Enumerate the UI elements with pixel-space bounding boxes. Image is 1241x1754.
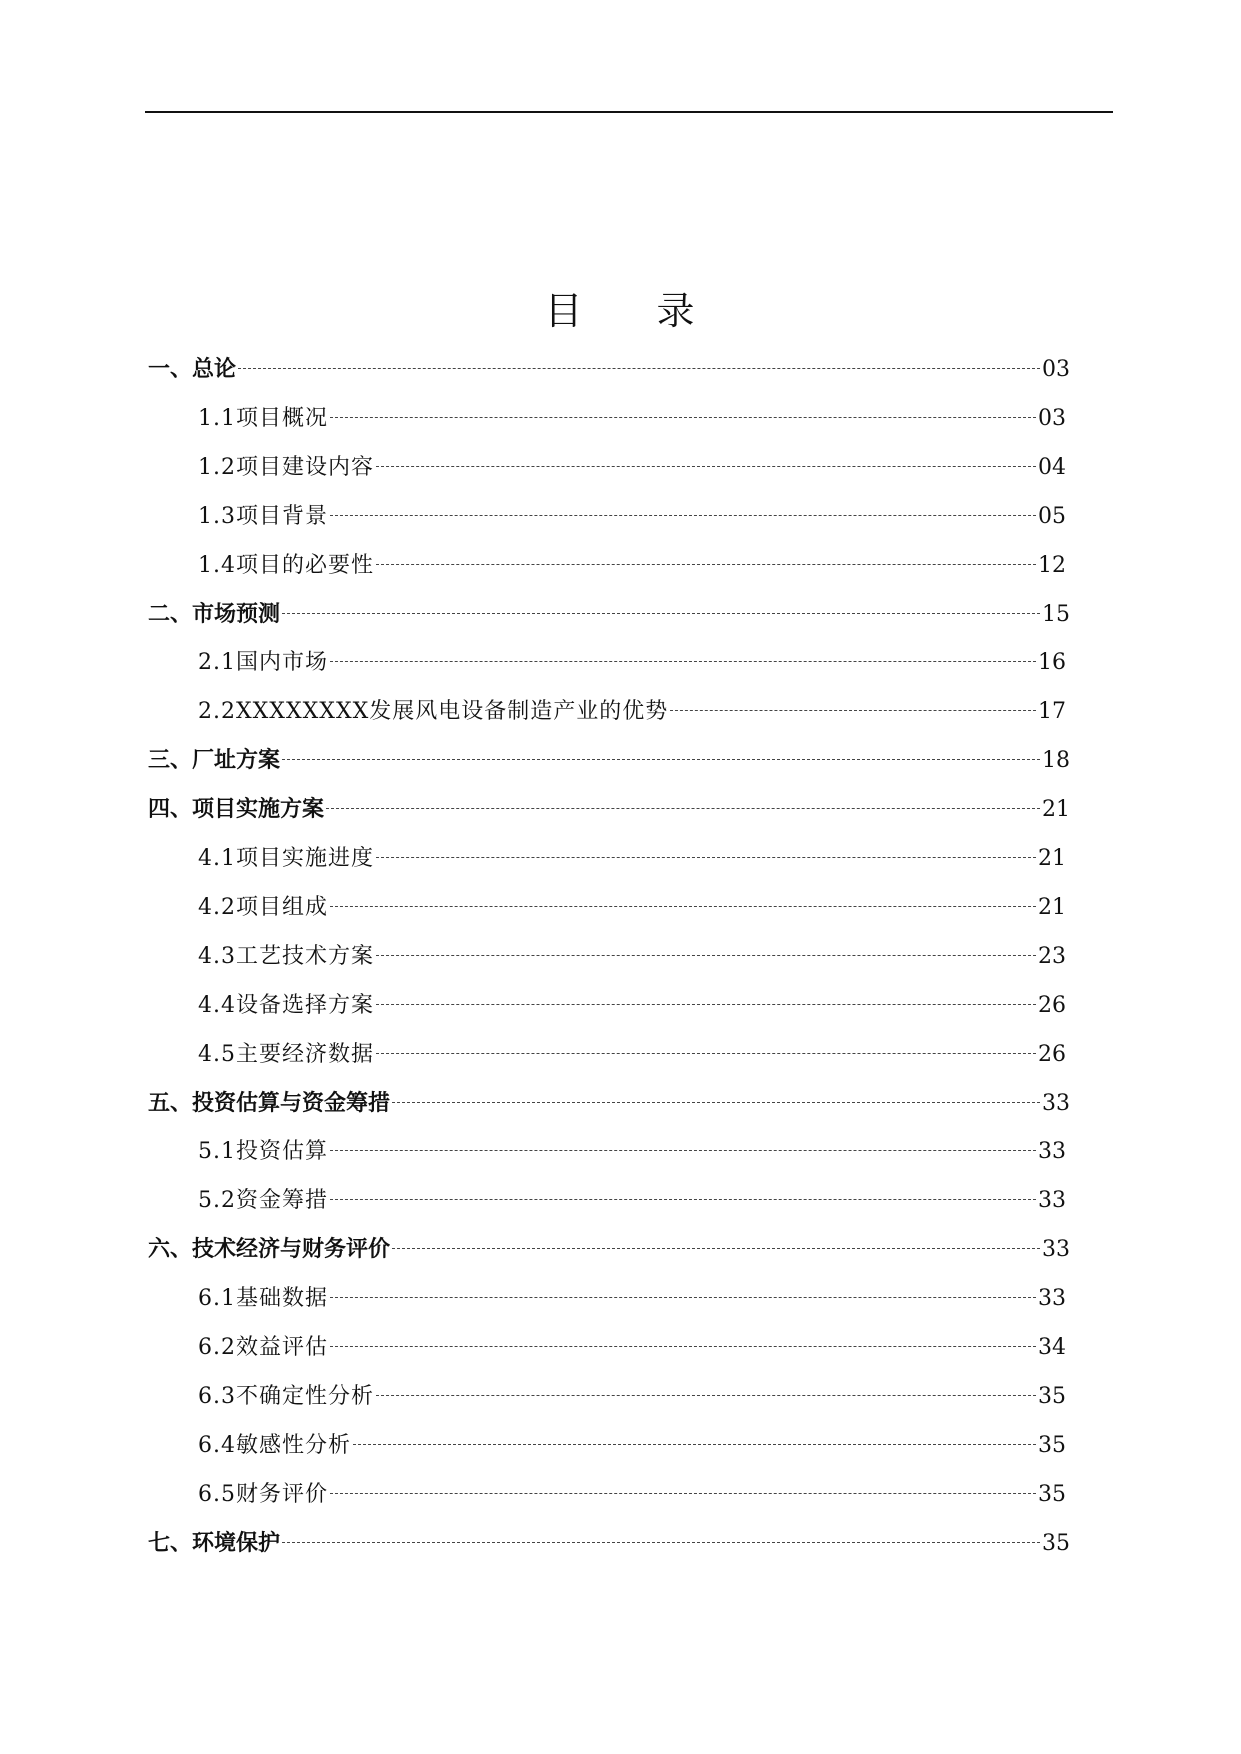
toc-page-number: 03 (1042, 357, 1070, 382)
toc-entry-title: 一、总论 (148, 357, 237, 382)
toc-dot-leader (670, 710, 1036, 711)
toc-page-number: 33 (1038, 1139, 1066, 1164)
toc-page-number: 35 (1038, 1482, 1066, 1507)
toc-section-entry[interactable] (198, 1040, 1066, 1070)
toc-dot-leader (330, 1199, 1036, 1200)
toc-entry-title: 六、技术经济与财务评价 (148, 1237, 391, 1262)
toc-entry-title: 1.3项目背景 (198, 504, 328, 529)
toc-entry-title: 4.2项目组成 (198, 895, 328, 920)
toc-dot-leader (392, 1102, 1040, 1103)
toc-page-number: 18 (1042, 748, 1070, 773)
toc-page-number: 35 (1038, 1384, 1066, 1409)
toc-entry-title: 5.1投资估算 (198, 1139, 328, 1164)
toc-dot-leader (376, 955, 1036, 956)
toc-entry-title: 4.5主要经济数据 (198, 1042, 374, 1067)
toc-dot-leader (330, 661, 1036, 662)
toc-page-number: 15 (1042, 602, 1070, 627)
toc-entry-title: 七、环境保护 (148, 1531, 281, 1556)
toc-chapter-entry[interactable] (148, 746, 1070, 776)
toc-entry-title: 6.5财务评价 (198, 1482, 328, 1507)
toc-chapter-entry[interactable] (148, 1235, 1070, 1265)
toc-page-number: 05 (1038, 504, 1066, 529)
toc-dot-leader (282, 613, 1040, 614)
toc-chapter-entry[interactable] (148, 795, 1070, 825)
toc-page-number: 34 (1038, 1335, 1066, 1360)
header-rule (145, 111, 1113, 113)
toc-entry-title: 三、厂址方案 (148, 748, 281, 773)
toc-chapter-entry[interactable] (148, 600, 1070, 630)
toc-page-number: 21 (1038, 846, 1066, 871)
toc-section-entry[interactable] (198, 1431, 1066, 1461)
toc-chapter-entry[interactable] (148, 1089, 1070, 1119)
toc-section-entry[interactable] (198, 551, 1066, 581)
toc-dot-leader (238, 368, 1040, 369)
toc-dot-leader (376, 857, 1036, 858)
toc-section-entry[interactable] (198, 1480, 1066, 1510)
toc-section-entry[interactable] (198, 1382, 1066, 1412)
toc-dot-leader (326, 808, 1040, 809)
toc-entry-title: 6.2效益评估 (198, 1335, 328, 1360)
toc-entry-title: 五、投资估算与资金筹措 (148, 1091, 391, 1116)
toc-dot-leader (282, 759, 1040, 760)
toc-dot-leader (376, 1004, 1036, 1005)
toc-page-number: 33 (1042, 1237, 1070, 1262)
toc-page-number: 16 (1038, 650, 1066, 675)
toc-page-number: 12 (1038, 553, 1066, 578)
toc-dot-leader (392, 1248, 1040, 1249)
toc-page-number: 33 (1038, 1286, 1066, 1311)
toc-dot-leader (330, 1346, 1036, 1347)
toc-entry-title: 四、项目实施方案 (148, 797, 325, 822)
toc-entry-title: 4.4设备选择方案 (198, 993, 374, 1018)
toc-section-entry[interactable] (198, 942, 1066, 972)
toc-entry-title: 1.1项目概况 (198, 406, 328, 431)
toc-chapter-entry[interactable] (148, 355, 1070, 385)
toc-entry-title: 6.4敏感性分析 (198, 1433, 351, 1458)
toc-dot-leader (330, 417, 1036, 418)
toc-section-entry[interactable] (198, 404, 1066, 434)
toc-chapter-entry[interactable] (148, 1529, 1070, 1559)
toc-page-number: 03 (1038, 406, 1066, 431)
toc-page-number: 04 (1038, 455, 1066, 480)
toc-page-number: 33 (1038, 1188, 1066, 1213)
toc-section-entry[interactable] (198, 453, 1066, 483)
page-title (0, 280, 1241, 335)
toc-dot-leader (376, 466, 1036, 467)
toc-page-number: 35 (1042, 1531, 1070, 1556)
toc-section-entry[interactable] (198, 648, 1066, 678)
toc-section-entry[interactable] (198, 1186, 1066, 1216)
toc-section-entry[interactable] (198, 1284, 1066, 1314)
toc-entry-title: 二、市场预测 (148, 602, 281, 627)
toc-dot-leader (330, 1493, 1036, 1494)
toc-page-number: 23 (1038, 944, 1066, 969)
toc-entry-title: 4.1项目实施进度 (198, 846, 374, 871)
toc-dot-leader (376, 1053, 1036, 1054)
toc-section-entry[interactable] (198, 502, 1066, 532)
toc-section-entry[interactable] (198, 697, 1066, 727)
toc-section-entry[interactable] (198, 991, 1066, 1021)
toc-page-number: 17 (1038, 699, 1066, 724)
toc-page-number: 26 (1038, 993, 1066, 1018)
toc-page-number: 21 (1038, 895, 1066, 920)
toc-section-entry[interactable] (198, 893, 1066, 923)
toc-page-number: 33 (1042, 1091, 1070, 1116)
toc-entry-title: 4.3工艺技术方案 (198, 944, 374, 969)
toc-dot-leader (330, 1150, 1036, 1151)
title-char-2: 录 (656, 289, 697, 334)
toc-dot-leader (330, 515, 1036, 516)
toc-page-number: 26 (1038, 1042, 1066, 1067)
toc-page-number: 35 (1038, 1433, 1066, 1458)
toc-entry-title: 1.2项目建设内容 (198, 455, 374, 480)
toc-entry-title: 1.4项目的必要性 (198, 553, 374, 578)
toc-dot-leader (282, 1542, 1040, 1543)
toc-dot-leader (330, 906, 1036, 907)
toc-entry-title: 5.2资金筹措 (198, 1188, 328, 1213)
title-char-1: 目 (544, 289, 585, 334)
toc-dot-leader (376, 1395, 1036, 1396)
toc-entry-title: 6.1基础数据 (198, 1286, 328, 1311)
toc-entry-title: 6.3不确定性分析 (198, 1384, 374, 1409)
toc-dot-leader (353, 1444, 1036, 1445)
toc-dot-leader (330, 1297, 1036, 1298)
toc-section-entry[interactable] (198, 844, 1066, 874)
toc-page-number: 21 (1042, 797, 1070, 822)
toc-section-entry[interactable] (198, 1137, 1066, 1167)
toc-section-entry[interactable] (198, 1333, 1066, 1363)
toc-dot-leader (376, 564, 1036, 565)
toc-entry-title: 2.2XXXXXXXX发展风电设备制造产业的优势 (198, 699, 669, 724)
toc-entry-title: 2.1国内市场 (198, 650, 328, 675)
